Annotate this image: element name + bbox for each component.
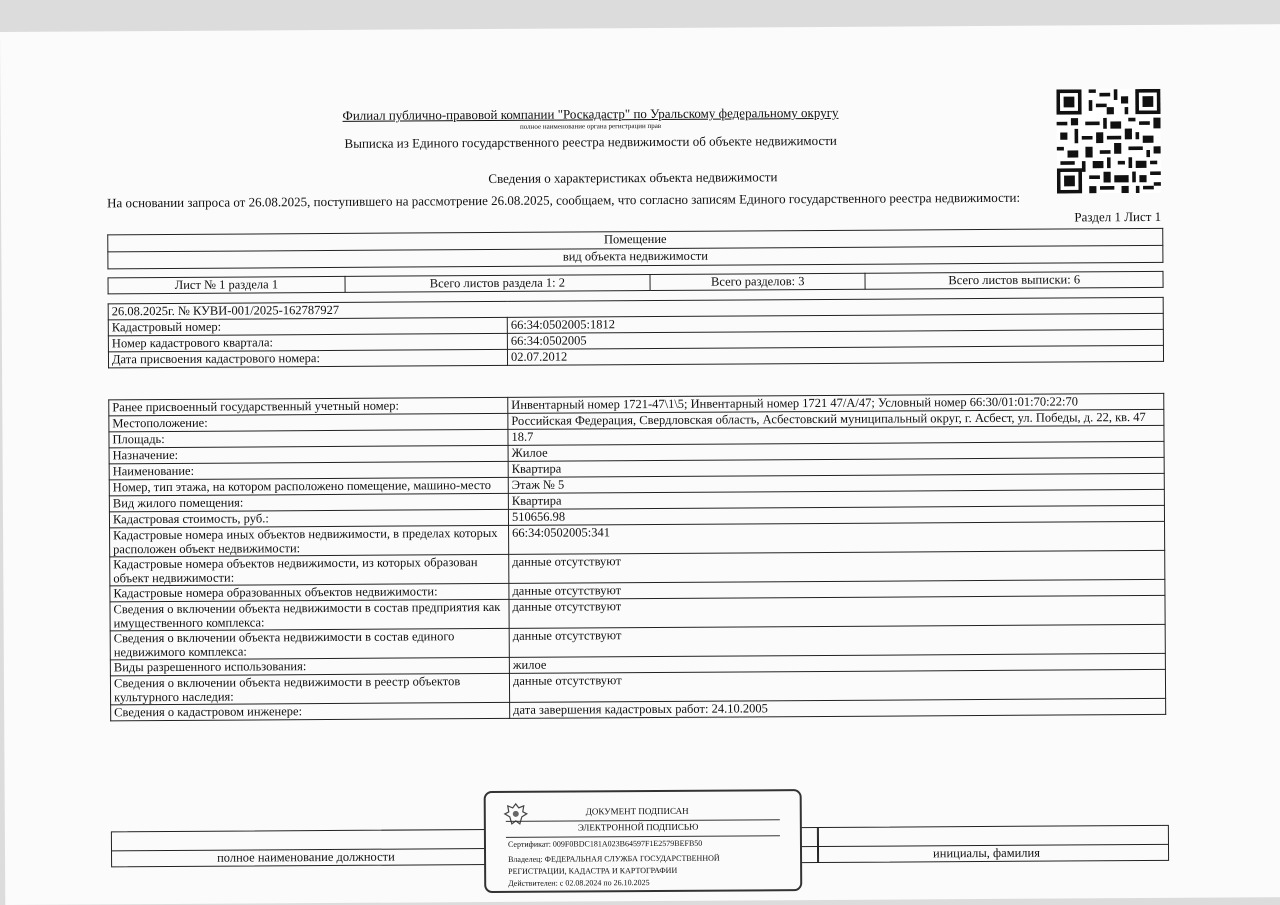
row-value: 18.7	[508, 425, 1164, 445]
row-value: 66:34:0502005	[507, 329, 1163, 349]
object-type-caption: вид объекта недвижимости	[108, 245, 1163, 268]
row-label: Дата присвоения кадастрового номера:	[108, 349, 507, 367]
document-sheet	[0, 24, 1280, 905]
name-label: инициалы, фамилия	[932, 845, 1040, 861]
row-value: Российская Федерация, Свердловская область, Асбестовский муниципальный округ, г. Асбест, ул. Победы, д. 22, кв. 47	[508, 409, 1164, 429]
row-label: Вид жилого помещения:	[109, 493, 508, 511]
row-value: Этаж № 5	[508, 473, 1164, 493]
row-label: Сведения о включении объекта недвижимости в реестр объектов культурного наследия:	[110, 673, 509, 704]
row-label: Номер кадастрового квартала:	[108, 333, 507, 351]
row-value: дата завершения кадастровых работ: 24.10.2005	[510, 698, 1166, 718]
eagle-emblem-icon	[502, 801, 530, 829]
row-label: Кадастровая стоимость, руб.:	[109, 509, 508, 527]
sheet-number: Лист № 1 раздела 1	[108, 276, 345, 293]
object-type: Помещение	[108, 228, 1163, 251]
details-table	[108, 393, 1166, 721]
row-label: Ранее присвоенный государственный учетный номер:	[109, 397, 508, 415]
row-label: Сведения о кадастровом инженере:	[111, 702, 510, 720]
document-subtitle: Сведения о характеристиках объекта недвижимости	[488, 169, 778, 187]
row-label: Сведения о включении объекта недвижимости в состав предприятия как имущественного комплекса:	[110, 599, 509, 630]
stamp-cert: Сертификат: 009F0BDC181A023B64597F1E2579BEFB50	[507, 838, 703, 849]
e-signature-stamp	[484, 789, 803, 893]
ids-table	[108, 297, 1164, 368]
row-label: Назначение:	[109, 445, 508, 463]
row-label: Кадастровые номера объектов недвижимости, из которых образован объект недвижимости:	[110, 554, 509, 585]
position-label: полное наименование должности	[217, 849, 395, 865]
row-value: данные отсутствуют	[509, 669, 1165, 702]
row-value: Инвентарный номер 1721-47\1\5; Инвентарный номер 1721 47/А/47; Условный номер 66:30/01:01:70:22:70	[508, 393, 1164, 413]
row-value: данные отсутствуют	[509, 595, 1165, 628]
row-label: Местоположение:	[109, 413, 508, 431]
row-value: Квартира	[508, 489, 1164, 509]
document-title: Выписка из Единого государственного реестра недвижимости об объекте недвижимости	[344, 132, 837, 151]
row-value: 66:34:0502005:1812	[507, 313, 1163, 333]
row-value: Квартира	[508, 457, 1164, 477]
stamp-line1: ДОКУМЕНТ ПОДПИСАН	[585, 805, 689, 817]
stamp-valid: Действителен: с 02.08.2024 по 26.10.2025	[508, 878, 650, 888]
total-sections: Всего разделов: 3	[650, 273, 866, 290]
row-label: Сведения о включении объекта недвижимости в состав единого недвижимого комплекса:	[110, 628, 509, 659]
row-label: Наименование:	[109, 461, 508, 479]
qr-code-icon	[1056, 89, 1161, 194]
org-name: Филиал публично-правовой компании "Роскадастр" по Уральскому федеральному округу	[342, 104, 839, 123]
row-label: Площадь:	[109, 429, 508, 447]
row-label: Кадастровые номера образованных объектов недвижимости:	[110, 583, 509, 601]
row-label: Номер, тип этажа, на котором расположено помещение, машино-место	[109, 477, 508, 495]
object-type-table	[107, 228, 1163, 269]
row-label: Виды разрешенного использования:	[110, 657, 509, 675]
stamp-owner2: РЕГИСТРАЦИИ, КАДАСТРА И КАРТОГРАФИИ	[508, 865, 678, 876]
total-sheets-section: Всего листов раздела 1: 2	[345, 275, 650, 293]
row-label: Кадастровые номера иных объектов недвижимости, в пределах которых расположен объект недвижимости:	[110, 525, 509, 556]
row-value: данные отсутствуют	[509, 624, 1165, 657]
row-value: жилое	[509, 653, 1165, 673]
org-caption: полное наименование органа регистрации прав	[519, 121, 662, 131]
row-label: Кадастровый номер:	[108, 317, 507, 335]
stamp-line2: ЭЛЕКТРОННОЙ ПОДПИСЬЮ	[577, 821, 699, 833]
row-value: данные отсутствуют	[509, 550, 1165, 583]
sheet-info-table	[108, 271, 1164, 294]
section-sheet-label: Раздел 1 Лист 1	[1074, 208, 1162, 225]
row-value: 02.07.2012	[507, 345, 1163, 365]
total-sheets: Всего листов выписки: 6	[865, 271, 1163, 289]
doc-number: 26.08.2025г. № КУВИ-001/2025-162787927	[108, 297, 1163, 319]
row-value: данные отсутствуют	[509, 579, 1165, 599]
row-value: 510656.98	[508, 505, 1164, 525]
row-value: 66:34:0502005:341	[509, 521, 1165, 554]
request-basis: На основании запроса от 26.08.2025, поступившего на рассмотрение 26.08.2025, сообщаем, что согласно записям Единого государственного реестра недвижимости:	[106, 189, 1021, 211]
stamp-owner1: Владелец: ФЕДЕРАЛЬНАЯ СЛУЖБА ГОСУДАРСТВЕННОЙ	[508, 853, 720, 864]
row-value: Жилое	[508, 441, 1164, 461]
